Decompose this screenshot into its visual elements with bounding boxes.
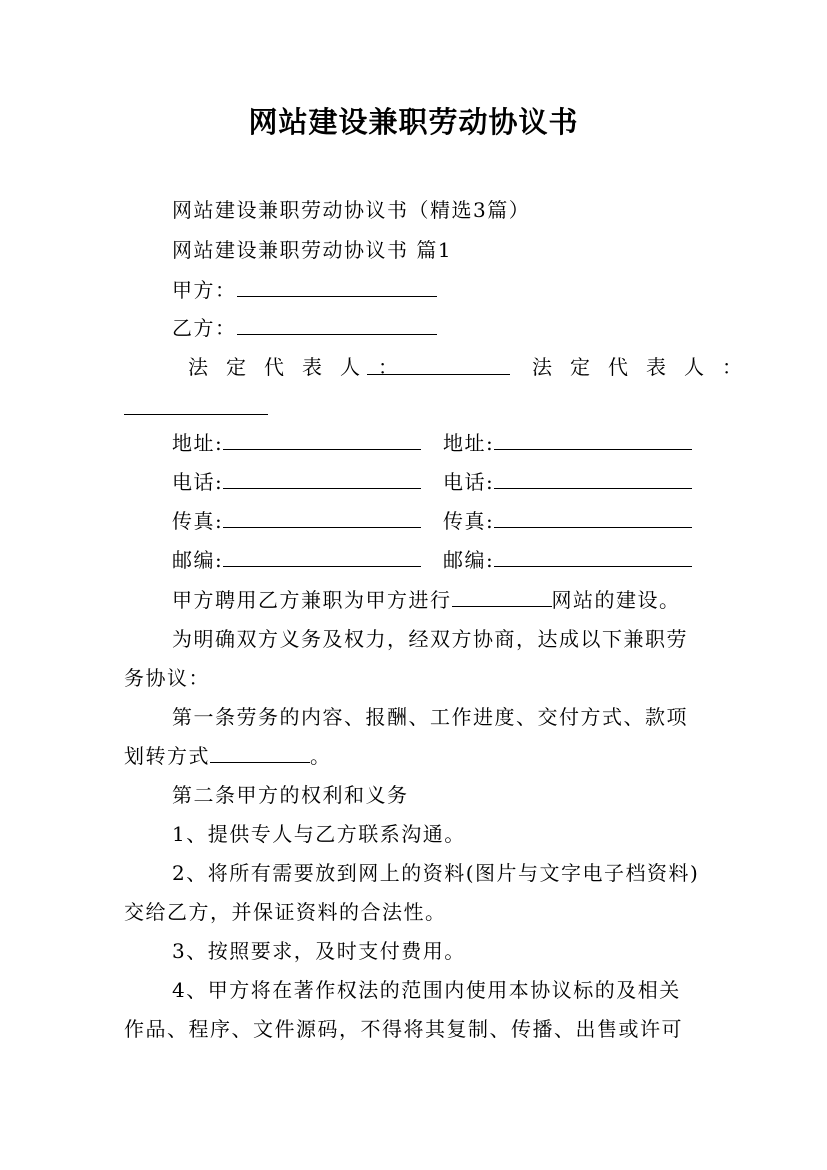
postcode-a-label: 邮编: [172,548,224,572]
paragraph-5: 1、提供专人与乙方联系沟通。 [172,822,466,846]
party-b-blank [237,314,437,335]
section-heading: 网站建设兼职劳动协议书 篇1 [172,238,453,262]
postcode-a-blank [223,546,421,567]
phone-a-blank [223,468,421,489]
party-b-label: 乙方： [172,316,237,340]
fax-b-label: 传真: [443,509,495,533]
fax-a [172,506,421,536]
paragraph-6-line-1: 2、将所有需要放到网上的资料(图片与文字电子档资料) [172,861,700,885]
address-b [443,428,692,458]
paragraph-2-line-2: 务协议： [124,666,210,690]
paragraph-1-text-post: 网站的建设。 [551,588,681,612]
postcode-b-label: 邮编: [443,548,495,572]
legal-rep-a-label: 法定代表人： [188,355,416,379]
paragraph-1 [172,585,681,615]
party-b-line [172,313,437,343]
address-b-blank [494,429,692,450]
fax-b-blank [494,507,692,528]
address-a [172,428,421,458]
postcode-a [172,545,421,575]
paragraph-1-text-pre: 甲方聘用乙方兼职为甲方进行 [172,588,452,612]
phone-b-label: 电话: [443,470,495,494]
paragraph-7: 3、按照要求，及时支付费用。 [172,939,466,963]
fax-b [443,506,692,536]
paragraph-4: 第二条甲方的权利和义务 [172,783,409,807]
party-a-line [172,275,437,305]
paragraph-3-line-1: 第一条劳务的内容、报酬、工作进度、交付方式、款项 [172,705,688,729]
legal-rep-b-blank [124,394,268,415]
document-title: 网站建设兼职劳动协议书 [248,105,579,139]
address-a-label: 地址: [172,431,224,455]
document-subtitle: 网站建设兼职劳动协议书（精选3篇） [172,198,531,222]
paragraph-6-line-2: 交给乙方，并保证资料的合法性。 [124,900,447,924]
paragraph-8-line-2: 作品、程序、文件源码，不得将其复制、传播、出售或许可 [124,1017,683,1041]
fax-a-label: 传真: [172,509,224,533]
payment-method-blank [210,742,310,763]
phone-b [443,467,692,497]
legal-rep-b-label: 法定代表人： [532,355,760,379]
phone-a [172,467,421,497]
postcode-b [443,545,692,575]
paragraph-8-line-1: 4、甲方将在著作权法的范围内使用本协议标的及相关 [172,978,681,1002]
party-a-label: 甲方： [172,278,237,302]
paragraph-3-text-pre: 划转方式 [124,744,210,768]
address-a-blank [223,429,421,450]
website-name-blank [452,586,552,607]
party-a-blank [237,276,437,297]
postcode-b-blank [494,546,692,567]
phone-b-blank [494,468,692,489]
legal-rep-a-blank [367,354,510,375]
paragraph-3-text-post: 。 [310,744,332,768]
fax-a-blank [223,507,421,528]
address-b-label: 地址: [443,431,495,455]
phone-a-label: 电话: [172,470,224,494]
paragraph-2-line-1: 为明确双方义务及权力，经双方协商，达成以下兼职劳 [172,627,688,651]
paragraph-3-line-2 [124,741,332,771]
